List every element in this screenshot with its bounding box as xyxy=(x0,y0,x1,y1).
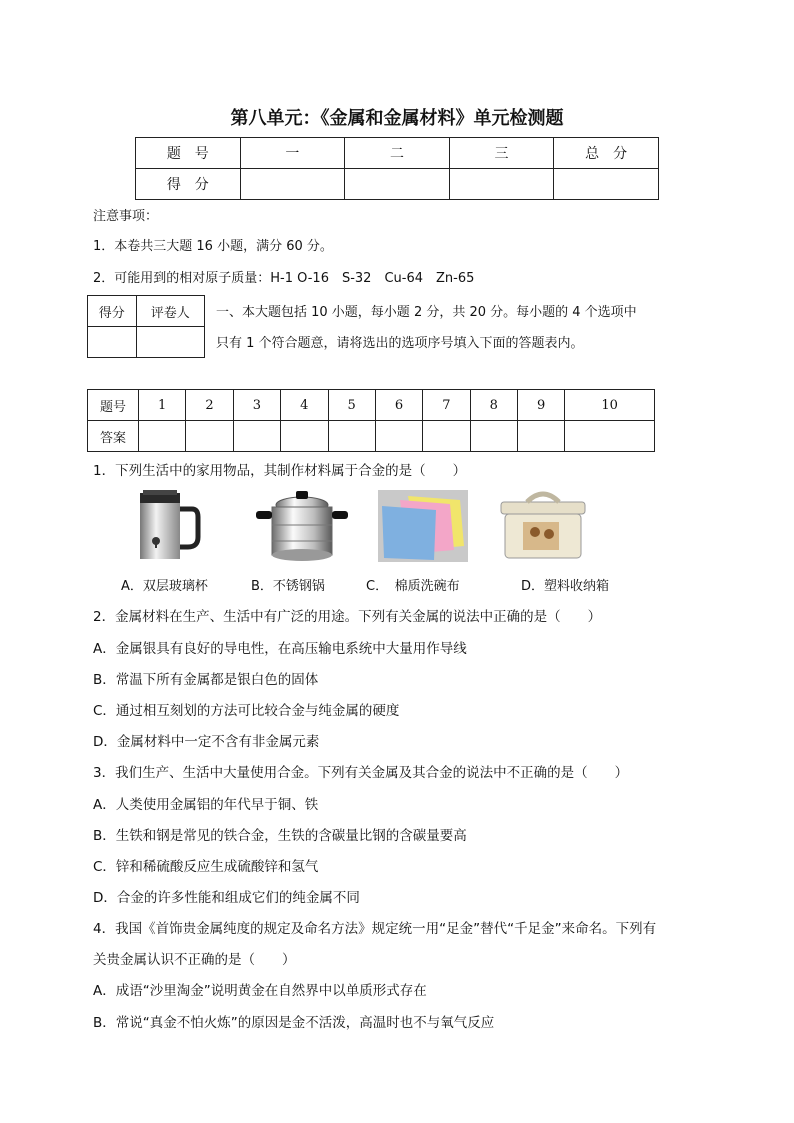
q4-stem-line2: 关贵金属认识不正确的是（ ） xyxy=(93,952,296,968)
plastic-storage-box-image xyxy=(497,490,589,562)
answer-number-row xyxy=(88,390,655,421)
q1-option-a: A．双层玻璃杯 xyxy=(121,579,208,594)
grader-name-label: 评卷人 xyxy=(136,296,204,327)
score-cell[interactable] xyxy=(449,169,554,200)
question-number: 1 xyxy=(139,390,186,421)
q1-stem: 1．下列生活中的家用物品，其制作材料属于合金的是（ ） xyxy=(93,463,467,479)
question-number: 8 xyxy=(470,390,517,421)
score-cell[interactable] xyxy=(345,169,450,200)
score-cell[interactable] xyxy=(240,169,345,200)
cotton-dish-cloth-image xyxy=(378,490,468,562)
question-number: 6 xyxy=(375,390,422,421)
score-header-cell: 一 xyxy=(240,138,345,169)
grader-name-cell[interactable] xyxy=(136,327,204,358)
question-number: 7 xyxy=(423,390,470,421)
answer-a-label: 答案 xyxy=(88,421,139,452)
grader-box xyxy=(87,295,205,358)
grader-score-label: 得分 xyxy=(88,296,137,327)
answer-cell[interactable] xyxy=(186,421,233,452)
q3-option-b: B．生铁和钢是常见的铁合金，生铁的含碳量比钢的含碳量要高 xyxy=(93,828,467,844)
score-header-cell: 三 xyxy=(449,138,554,169)
score-table-row xyxy=(136,169,659,200)
answer-cell[interactable] xyxy=(565,421,655,452)
answer-cell[interactable] xyxy=(233,421,280,452)
grader-score-cell[interactable] xyxy=(88,327,137,358)
notes-heading: 注意事项： xyxy=(93,209,159,224)
question-number: 2 xyxy=(186,390,233,421)
score-cell[interactable] xyxy=(554,169,659,200)
answer-cell[interactable] xyxy=(375,421,422,452)
q3-option-d: D．合金的许多性能和组成它们的纯金属不同 xyxy=(93,890,360,906)
stainless-steel-pot-image xyxy=(254,489,350,565)
q4-stem-line1: 4．我国《首饰贵金属纯度的规定及命名方法》规定统一用“足金”替代“千足金”来命名。下列有 xyxy=(93,921,657,937)
q1-option-b: B．不锈钢锅 xyxy=(251,579,325,594)
page-title: 第八单元：《金属和金属材料》单元检测题 xyxy=(230,108,564,129)
answer-table xyxy=(87,389,655,452)
q1-option-c: C． 棉质洗碗布 xyxy=(366,579,460,594)
q4-option-b: B．常说“真金不怕火炼”的原因是金不活泼，高温时也不与氧气反应 xyxy=(93,1015,495,1031)
answer-cell[interactable] xyxy=(281,421,328,452)
section1-line2: 只有 1 个符合题意，请将选出的选项序号填入下面的答题表内。 xyxy=(216,336,584,351)
q2-option-c: C．通过相互刻划的方法可比较合金与纯金属的硬度 xyxy=(93,703,400,719)
q2-option-d: D．金属材料中一定不含有非金属元素 xyxy=(93,734,320,750)
question-number: 3 xyxy=(233,390,280,421)
double-glass-cup-image xyxy=(130,487,202,563)
question-number: 4 xyxy=(281,390,328,421)
q3-option-c: C．锌和稀硫酸反应生成硫酸锌和氢气 xyxy=(93,859,319,875)
section1-line1: 一、本大题包括 10 小题，每小题 2 分，共 20 分。每小题的 4 个选项中 xyxy=(216,305,637,320)
q1-option-d: D．塑料收纳箱 xyxy=(521,579,610,594)
score-row-label: 得 分 xyxy=(136,169,241,200)
answer-cell[interactable] xyxy=(139,421,186,452)
score-table xyxy=(135,137,659,200)
notes-item-1: 1．本卷共三大题 16 小题，满分 60 分。 xyxy=(93,239,333,254)
q2-option-a: A．金属银具有良好的导电性，在高压输电系统中大量用作导线 xyxy=(93,641,467,657)
answer-row xyxy=(88,421,655,452)
score-header-cell: 二 xyxy=(345,138,450,169)
answer-cell[interactable] xyxy=(328,421,375,452)
score-table-header-row xyxy=(136,138,659,169)
answer-cell[interactable] xyxy=(518,421,565,452)
answer-cell[interactable] xyxy=(470,421,517,452)
question-number: 10 xyxy=(565,390,655,421)
notes-item-2: 2．可能用到的相对原子质量：H-1 O-16 S-32 Cu-64 Zn-65 xyxy=(93,271,475,286)
q3-option-a: A．人类使用金属铝的年代早于铜、铁 xyxy=(93,797,319,813)
score-header-cell: 题 号 xyxy=(136,138,241,169)
q3-stem: 3．我们生产、生活中大量使用合金。下列有关金属及其合金的说法中不正确的是（ ） xyxy=(93,765,629,781)
question-number: 9 xyxy=(518,390,565,421)
answer-cell[interactable] xyxy=(423,421,470,452)
q2-stem: 2．金属材料在生产、生活中有广泛的用途。下列有关金属的说法中正确的是（ ） xyxy=(93,609,602,625)
question-number: 5 xyxy=(328,390,375,421)
q2-option-b: B．常温下所有金属都是银白色的固体 xyxy=(93,672,319,688)
answer-q-label: 题号 xyxy=(88,390,139,421)
q4-option-a: A．成语“沙里淘金”说明黄金在自然界中以单质形式存在 xyxy=(93,983,427,999)
score-header-cell: 总 分 xyxy=(554,138,659,169)
